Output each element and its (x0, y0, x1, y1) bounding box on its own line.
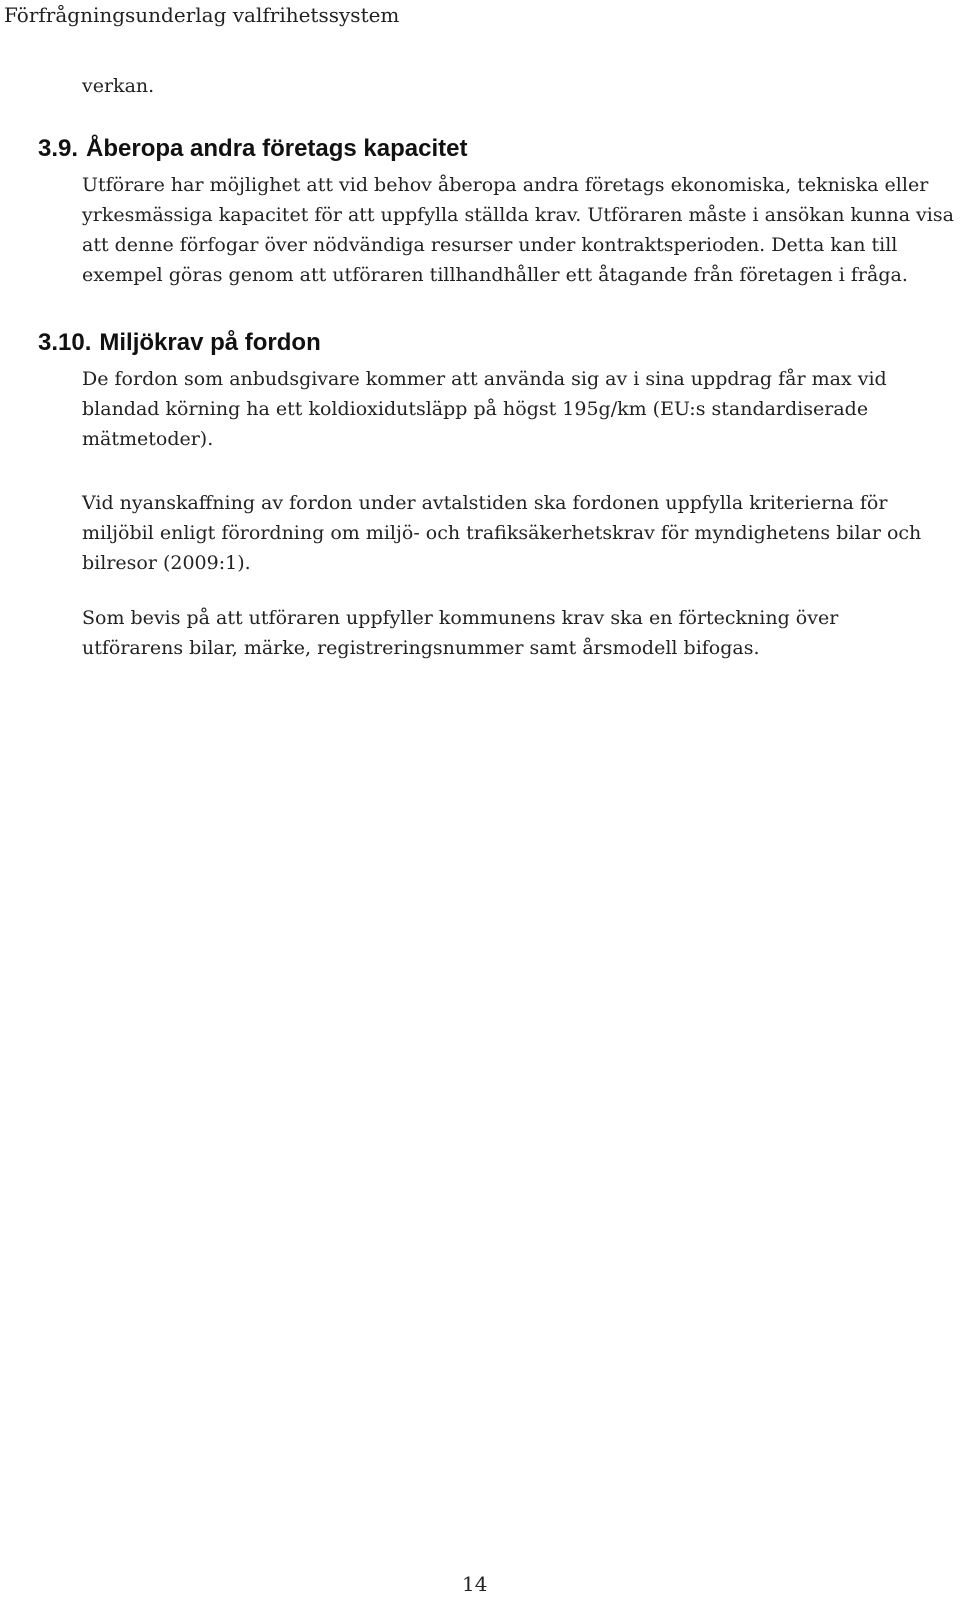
text-line: blandad körning ha ett koldioxidutsläpp på högst 195g/km (EU:s standardiserade (82, 398, 869, 420)
text-line: Utförare har möjlighet att vid behov åberopa andra företags ekonomiska, tekniska eller (82, 174, 929, 196)
text-line: yrkesmässiga kapacitet för att uppfylla ställda krav. Utföraren måste i ansökan kunna visa (82, 204, 954, 226)
section-number: 3.9. (38, 135, 79, 162)
text-line: utförarens bilar, märke, registreringsnummer samt årsmodell bifogas. (82, 637, 760, 659)
text-line: att denne förfogar över nödvändiga resurser under kontraktsperioden. Detta kan till (82, 234, 898, 256)
text-line: exempel göras genom att utföraren tillhandhåller ett åtagande från företagen i fråga. (82, 264, 908, 286)
text-line: De fordon som anbudsgivare kommer att använda sig av i sina uppdrag får max vid (82, 368, 887, 390)
intro-paragraph (82, 71, 942, 101)
section-title: Miljökrav på fordon (99, 329, 321, 356)
running-header: Förfrågningsunderlag valfrihetssystem (4, 3, 400, 27)
section-3-9-paragraph-1 (82, 170, 954, 290)
section-title: Åberopa andra företags kapacitet (86, 135, 468, 162)
text-line: Som bevis på att utföraren uppfyller kommunens krav ska en förteckning över (82, 607, 839, 629)
text-line: verkan. (82, 75, 155, 97)
section-heading-3-9 (38, 134, 467, 164)
page-number: 14 (462, 1572, 488, 1596)
text-line: miljöbil enligt förordning om miljö- och trafiksäkerhetskrav för myndighetens bilar och (82, 522, 922, 544)
text-line: mätmetoder). (82, 428, 214, 450)
section-number: 3.10. (38, 329, 92, 356)
section-heading-3-10 (38, 328, 321, 358)
section-3-10-paragraph-1 (82, 364, 942, 454)
text-line: bilresor (2009:1). (82, 552, 251, 574)
text-line: Vid nyanskaffning av fordon under avtalstiden ska fordonen uppfylla kriterierna för (82, 492, 888, 514)
section-3-10-paragraph-3 (82, 603, 942, 663)
section-3-10-paragraph-2 (82, 488, 942, 578)
